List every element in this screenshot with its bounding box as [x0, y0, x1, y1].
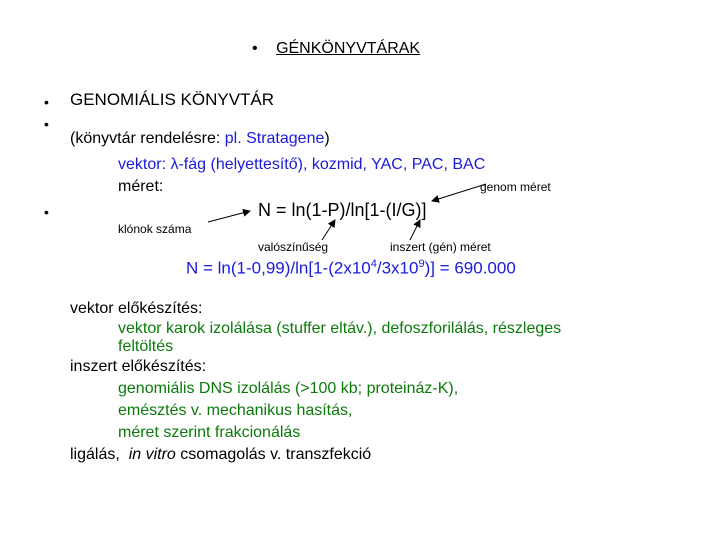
- formula2-part2: /3x10: [376, 258, 419, 278]
- ligation-prefix: ligálás,: [70, 446, 129, 463]
- annotation-inszert-meret: inszert (gén) méret: [390, 240, 491, 254]
- insert-prep-line-3: méret szerint frakcionálás: [118, 424, 301, 441]
- page-title: GÉNKÖNYVTÁRAK: [276, 40, 421, 57]
- formula2-part3: )] = 690.000: [424, 258, 516, 278]
- title-bullet: •: [252, 40, 258, 57]
- section-heading: GENOMIÁLIS KÖNYVTÁR: [70, 90, 275, 109]
- vector-prep-text-1: vektor karok izolálása (stuffer eltáv.), defoszforilálás, részleges: [118, 320, 562, 337]
- annotation-valoszinuseg: valószínűség: [258, 240, 329, 254]
- arrow-genom: [432, 184, 486, 201]
- formula2-exp2: 9: [418, 258, 425, 270]
- vector-prep-label: vektor előkészítés:: [70, 300, 203, 317]
- arrow-klonok: [208, 211, 250, 222]
- annotation-genom-meret: genom méret: [480, 180, 551, 194]
- meret-label: méret:: [118, 178, 164, 195]
- formula-numeric: [186, 258, 516, 279]
- formula: N = ln(1-P)/ln[1-(I/G)]: [258, 200, 427, 220]
- paren-open: (könyvtár rendelésre:: [70, 130, 225, 147]
- vektor-label: vektor:: [118, 156, 167, 173]
- vector-prep-text-2: feltöltés: [118, 338, 174, 355]
- formula2-exp1: 4: [370, 258, 377, 270]
- annotation-klonok-szama: klónok száma: [118, 222, 192, 236]
- arrow-inszert: [410, 220, 420, 240]
- stratagene-example: pl. Stratagene: [224, 130, 325, 147]
- arrow-valoszinuseg: [322, 220, 335, 240]
- ligation-italic: in vitro: [128, 446, 176, 463]
- bullet-1: •: [44, 94, 49, 110]
- lambda-symbol: λ: [170, 156, 179, 173]
- formula2-part1: N = ln(1-0,99)/ln[1-(2x10: [186, 258, 371, 278]
- bullet-3: •: [44, 204, 49, 220]
- insert-prep-line-2: emésztés v. mechanikus hasítás,: [118, 402, 353, 419]
- insert-prep-line-1: genomiális DNS izolálás (>100 kb; proteináz-K),: [118, 380, 459, 397]
- vektor-value: -fág (helyettesítő), kozmid, YAC, PAC, BAC: [178, 156, 486, 173]
- ligation-line: [70, 446, 371, 464]
- paren-close: ): [324, 130, 330, 147]
- bullet-2: •: [44, 116, 49, 132]
- insert-prep-label: inszert előkészítés:: [70, 358, 207, 375]
- ligation-suffix: csomagolás v. transzfekció: [175, 446, 372, 463]
